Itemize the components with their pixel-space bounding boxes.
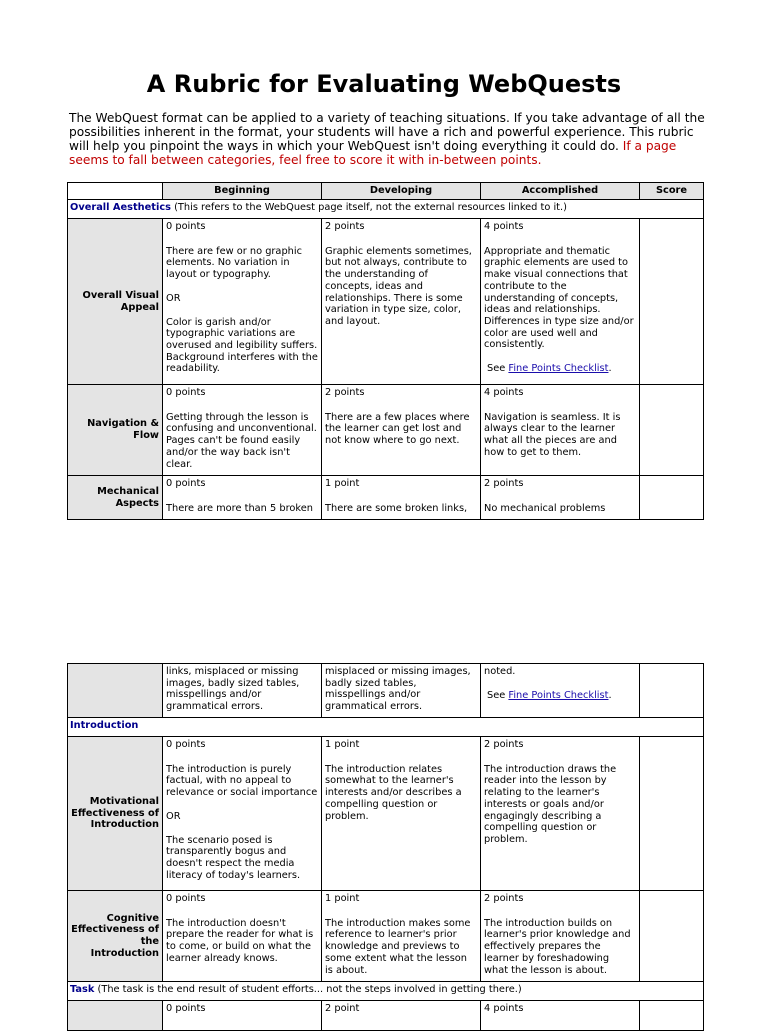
row-motivational-effectiveness	[68, 737, 704, 891]
see-checklist: See Fine Points Checklist.	[487, 689, 612, 701]
rubric-table-page-1	[67, 182, 704, 520]
cell-cognitive-accomplished	[481, 891, 640, 982]
score-cell-navigation[interactable]	[640, 385, 704, 476]
section-row-introduction	[68, 718, 704, 737]
cell-task-developing	[322, 1001, 481, 1031]
intro-paragraph	[69, 111, 709, 167]
points: 0 points	[166, 1003, 206, 1014]
points: 2 points	[484, 739, 524, 750]
description: links, misplaced or missing images, badly sized tables, misspellings and/or grammatical errors.	[166, 666, 300, 713]
header-criteria	[68, 183, 163, 200]
criterion-navigation-flow: Navigation & Flow	[68, 385, 163, 476]
score-cell-mechanical[interactable]	[640, 476, 704, 520]
criterion-continued	[68, 664, 163, 718]
points: 2 point	[325, 1003, 360, 1014]
section-task-title: Task	[70, 984, 95, 995]
criterion-task-first	[68, 1001, 163, 1031]
cell-navigation-accomplished	[481, 385, 640, 476]
cell-mechanical-accomplished	[481, 476, 640, 520]
see-prefix: See	[487, 689, 506, 701]
header-row	[68, 183, 704, 200]
cell-visual-developing	[322, 219, 481, 385]
cell-navigation-beginning	[163, 385, 322, 476]
header-score: Score	[640, 183, 704, 200]
points: 2 points	[325, 221, 365, 232]
section-introduction	[68, 718, 704, 737]
criterion-mechanical-aspects: Mechanical Aspects	[68, 476, 163, 520]
description: There are more than 5 broken	[166, 502, 313, 514]
rubric-table-page-2	[67, 663, 704, 1031]
section-aesthetics-note: (This refers to the WebQuest page itself, not the external resources linked to it.)	[174, 202, 567, 213]
see-checklist: See Fine Points Checklist.	[487, 363, 612, 375]
section-introduction-title: Introduction	[70, 720, 139, 731]
see-prefix: See	[487, 363, 506, 375]
points: 0 points	[166, 221, 206, 232]
cell-task-beginning	[163, 1001, 322, 1031]
points: 1 point	[325, 478, 360, 489]
cell-cognitive-beginning	[163, 891, 322, 982]
description: The introduction draws the reader into the lesson by relating to the learner's interests or goals and/or engagingly describing a compelling question or problem.	[484, 763, 617, 845]
criterion-cognitive-effectiveness: Cognitive Effectiveness of the Introduction	[68, 891, 163, 982]
points: 0 points	[166, 478, 206, 489]
description: There are few or no graphic elements. No variation in layout or typography.	[166, 245, 302, 281]
points: 2 points	[325, 387, 365, 398]
points: 2 points	[484, 478, 524, 489]
description: The introduction builds on learner's prior knowledge and effectively prepares the learner by foreshadowing what the lesson is about.	[484, 917, 631, 976]
row-mechanical-aspects	[68, 476, 704, 520]
section-task-note: (The task is the end result of student efforts... not the steps involved in getting there.)	[97, 984, 522, 995]
header-developing: Developing	[322, 183, 481, 200]
points: 1 point	[325, 893, 360, 904]
intro-red-note: If a page seems to fall between categories, feel free to score it with in-between points.	[69, 139, 677, 167]
cell-mechanical-beginning	[163, 476, 322, 520]
points: 0 points	[166, 387, 206, 398]
row-task-first	[68, 1001, 704, 1031]
description: Color is garish and/or typographic variations are overused and legibility suffers. Background interferes with the readability.	[166, 316, 318, 375]
or-label: OR	[166, 810, 181, 822]
cell-mechanical-developing-cont	[322, 664, 481, 718]
or-label: OR	[166, 292, 181, 304]
description: The introduction doesn't prepare the reader for what is to come, or build on what the learner already knows.	[166, 917, 314, 964]
cell-navigation-developing	[322, 385, 481, 476]
description: The introduction is purely factual, with no appeal to relevance or social importance	[166, 763, 318, 799]
score-cell-cognitive[interactable]	[640, 891, 704, 982]
points: 4 points	[484, 221, 524, 232]
cell-mechanical-accomplished-cont	[481, 664, 640, 718]
score-cell-motivational[interactable]	[640, 737, 704, 891]
cell-task-accomplished	[481, 1001, 640, 1031]
section-aesthetics	[68, 200, 704, 219]
fine-points-checklist-link[interactable]: Fine Points Checklist	[508, 689, 609, 701]
criterion-motivational-effectiveness: Motivational Effectiveness of Introduction	[68, 737, 163, 891]
fine-points-checklist-link[interactable]: Fine Points Checklist	[508, 363, 609, 375]
cell-mechanical-beginning-cont	[163, 664, 322, 718]
section-row-task	[68, 982, 704, 1001]
description: There are some broken links,	[325, 502, 468, 514]
intro-text: The WebQuest format can be applied to a variety of teaching situations. If you take advantage of all the possibilities inherent in the format, your students will have a rich and powerful experience. This rubric will help you pinpoint the ways in which your WebQuest isn't doing everything it could do.	[69, 111, 705, 153]
cell-mechanical-developing	[322, 476, 481, 520]
criterion-overall-visual-appeal: Overall Visual Appeal	[68, 219, 163, 385]
description: The introduction relates somewhat to the learner's interests and/or describes a compelling question or problem.	[325, 763, 462, 822]
cell-motivational-developing	[322, 737, 481, 891]
header-accomplished: Accomplished	[481, 183, 640, 200]
points: 1 point	[325, 739, 360, 750]
description: Getting through the lesson is confusing and unconventional. Pages can't be found easily and/or the way back isn't clear.	[166, 411, 317, 470]
description: Appropriate and thematic graphic elements are used to make visual connections that contribute to the understanding of concepts, ideas and relationships. Differences in type size and/or color are used well and consistently.	[484, 245, 634, 351]
cell-motivational-accomplished	[481, 737, 640, 891]
section-task	[68, 982, 704, 1001]
section-row-aesthetics	[68, 200, 704, 219]
points: 2 points	[484, 893, 524, 904]
description: The scenario posed is transparently bogus and doesn't respect the media literacy of today's learners.	[166, 834, 301, 881]
description: There are a few places where the learner can get lost and not know where to go next.	[325, 411, 470, 447]
points: 4 points	[484, 387, 524, 398]
score-cell-visual[interactable]	[640, 219, 704, 385]
description: misplaced or missing images, badly sized tables, misspellings and/or grammatical errors.	[325, 666, 471, 713]
description: Graphic elements sometimes, but not always, contribute to the understanding of concepts, ideas and relationships. There is some variation in type size, color, and layout.	[325, 245, 472, 327]
cell-visual-accomplished	[481, 219, 640, 385]
cell-visual-beginning	[163, 219, 322, 385]
description: Navigation is seamless. It is always clear to the learner what all the pieces are and how to get to them.	[484, 411, 621, 458]
score-cell-mechanical-cont[interactable]	[640, 664, 704, 718]
score-cell-task[interactable]	[640, 1001, 704, 1031]
row-overall-visual-appeal	[68, 219, 704, 385]
header-beginning: Beginning	[163, 183, 322, 200]
row-cognitive-effectiveness	[68, 891, 704, 982]
cell-motivational-beginning	[163, 737, 322, 891]
description: The introduction makes some reference to learner's prior knowledge and previews to some extent what the lesson is about.	[325, 917, 471, 976]
page-title: A Rubric for Evaluating WebQuests	[146, 70, 622, 98]
points: 4 points	[484, 1003, 524, 1014]
row-navigation-flow	[68, 385, 704, 476]
description: No mechanical problems	[484, 502, 606, 514]
row-mechanical-continued	[68, 664, 704, 718]
description: noted.	[484, 666, 516, 677]
points: 0 points	[166, 893, 206, 904]
section-aesthetics-title: Overall Aesthetics	[70, 202, 171, 213]
cell-cognitive-developing	[322, 891, 481, 982]
points: 0 points	[166, 739, 206, 750]
